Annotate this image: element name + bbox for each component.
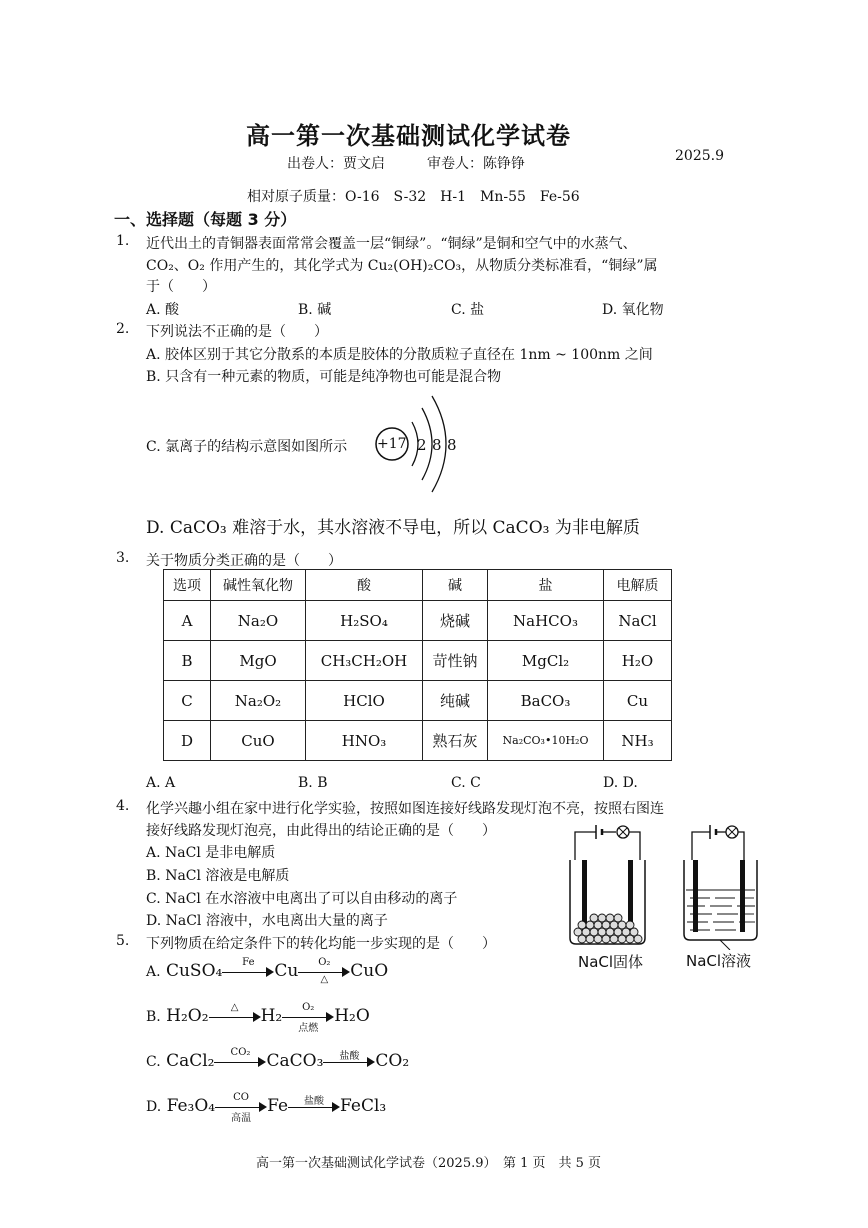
reaction-arrow [323,1050,375,1071]
table-cell: CH₃CH₂OH [306,641,423,681]
option-a: A. 酸 [146,302,180,318]
option-c: C. NaCl 在水溶液中电离出了可以自由移动的离子 [146,891,458,907]
product: H₂O [334,1006,370,1026]
option-d: D. CaCO₃ 难溶于水，其水溶液不导电，所以 CaCO₃ 为非电解质 [146,518,640,538]
question-number: 4. [116,798,130,814]
option-d: D. D. [603,775,638,791]
option-label: B. [146,1009,161,1025]
figure-label-left: NaCl固体 [578,953,644,971]
arrow-condition: △ [320,973,329,985]
electrode [693,860,698,932]
table-cell: H₂SO₄ [306,601,423,641]
option-a: A. NaCl 是非电解质 [146,845,276,861]
table-cell: Cu [604,681,672,721]
electrode [740,860,745,932]
table-header-cell: 电解质 [604,570,672,601]
question-number: 2. [116,321,130,337]
nucleus-charge: +17 [377,436,407,452]
intermediate: CaCO₃ [266,1051,324,1071]
reaction-a [146,956,389,985]
right-circuit [684,825,757,950]
option-label: D. [146,1099,162,1115]
table-row [164,681,672,721]
table-cell: BaCO₃ [488,681,604,721]
table-header-cell: 碱性氧化物 [211,570,306,601]
question-number: 3. [116,550,130,566]
author-line: 出卷人：贾文启 审卷人：陈铮铮 [287,156,525,172]
table-cell: HNO₃ [306,721,423,761]
reaction-b [146,1001,370,1034]
reactant: CaCl₂ [166,1051,215,1071]
table-header-cell: 盐 [488,570,604,601]
table-cell: 烧碱 [423,601,488,641]
shell-electrons: 8 [432,436,442,454]
option-a: A. A [146,775,176,791]
option-label: A. [146,964,161,980]
option-d: D. NaCl 溶液中，水电离出大量的离子 [146,913,388,929]
exam-date: 2025.9 [675,148,724,164]
reaction-arrow [298,956,350,985]
arrow-condition: 高温 [231,1112,252,1124]
table-cell: Na₂O₂ [211,681,306,721]
arrow-condition: 盐酸 [339,1050,360,1062]
question-number: 5. [116,933,130,949]
arrow-condition: △ [230,1001,239,1013]
reaction-d [146,1091,387,1124]
table-cell: NaHCO₃ [488,601,604,641]
product: FeCl₃ [340,1096,387,1116]
table-cell: HClO [306,681,423,721]
option-c: C. C [451,775,481,791]
table-header-row [164,570,672,601]
reactant: CuSO₄ [165,961,223,981]
question-stem-line: CO₂、O₂ 作用产生的，其化学式为 Cu₂(OH)₂CO₃，从物质分类标准看，“铜绿”属 [146,258,658,274]
table-cell: CuO [211,721,306,761]
table-cell: MgO [211,641,306,681]
conductivity-apparatus-figure [560,820,765,950]
table-header-cell: 碱 [423,570,488,601]
table-cell: B [164,641,211,681]
shell-electrons: 8 [447,436,457,454]
arrow-condition: CO₂ [230,1046,251,1058]
arrow-condition: O₂ [318,956,331,968]
table-cell: Na₂CO₃•10H₂O [488,721,604,761]
table-cell: A [164,601,211,641]
question-stem: 下列物质在给定条件下的转化均能一步实现的是（ ） [146,936,496,952]
table-row [164,601,672,641]
option-b: B. 碱 [298,302,332,318]
table-header-cell: 酸 [306,570,423,601]
table-cell: Na₂O [211,601,306,641]
table-cell: 熟石灰 [423,721,488,761]
reaction-arrow [282,1001,334,1034]
option-b: B. B [298,775,328,791]
option-d: D. 氧化物 [602,302,664,318]
section-title: 一、选择题（每题 3 分） [114,210,297,229]
question-stem-line: 化学兴趣小组在家中进行化学实验，按照如图连接好线路发现灯泡不亮，按照右图连 [146,801,664,817]
table-header-cell: 选项 [164,570,211,601]
question-stem-line: 于（ ） [146,279,216,295]
arrow-condition: 点燃 [298,1022,319,1034]
option-a: A. 胶体区别于其它分散系的本质是胶体的分散质粒子直径在 1nm ~ 100nm 之间 [146,347,653,363]
reaction-c [146,1046,410,1071]
reaction-arrow [215,1091,267,1124]
reaction-arrow [288,1095,340,1116]
atomic-masses: 相对原子质量：O-16 S-32 H-1 Mn-55 Fe-56 [247,189,580,205]
reaction-arrow [222,956,274,981]
table-row [164,641,672,681]
reactant: Fe₃O₄ [166,1096,216,1116]
reaction-arrow [209,1001,261,1026]
question-stem: 关于物质分类正确的是（ ） [146,553,342,569]
table-cell: 苛性钠 [423,641,488,681]
table-row [164,721,672,761]
arrow-condition: 盐酸 [304,1095,325,1107]
reaction-arrow [214,1046,266,1071]
page-title: 高一第一次基础测试化学试卷 [246,122,571,150]
intermediate: Fe [267,1096,289,1116]
table-cell: H₂O [604,641,672,681]
question-stem-line: 接好线路发现灯泡亮，由此得出的结论正确的是（ ） [146,823,496,839]
page-footer: 高一第一次基础测试化学试卷（2025.9） 第 1 页 共 5 页 [256,1156,602,1171]
option-c: C. 氯离子的结构示意图如图所示 [146,439,348,455]
arrow-condition: Fe [242,956,255,968]
arrow-condition: CO [233,1091,250,1103]
table-cell: C [164,681,211,721]
table-cell: NaCl [604,601,672,641]
option-b: B. 只含有一种元素的物质，可能是纯净物也可能是混合物 [146,369,502,385]
table-cell: NH₃ [604,721,672,761]
intermediate: H₂ [260,1006,283,1026]
product: CO₂ [375,1051,410,1071]
table-cell: 纯碱 [423,681,488,721]
classification-table [163,569,672,761]
option-c: C. 盐 [451,302,485,318]
product: CuO [350,961,389,981]
shell-electrons: 2 [417,436,427,454]
option-label: C. [146,1054,161,1070]
table-cell: D [164,721,211,761]
intermediate: Cu [274,961,299,981]
arrow-condition: O₂ [302,1001,315,1013]
question-stem: 下列说法不正确的是（ ） [146,324,328,340]
reactant: H₂O₂ [166,1006,209,1026]
question-stem-line: 近代出土的青铜器表面常常会覆盖一层“铜绿”。“铜绿”是铜和空气中的水蒸气、 [146,236,637,252]
option-b: B. NaCl 溶液是电解质 [146,868,290,884]
figure-label-right: NaCl溶液 [686,952,752,970]
question-number: 1. [116,233,130,249]
left-circuit [570,825,645,944]
table-cell: MgCl₂ [488,641,604,681]
